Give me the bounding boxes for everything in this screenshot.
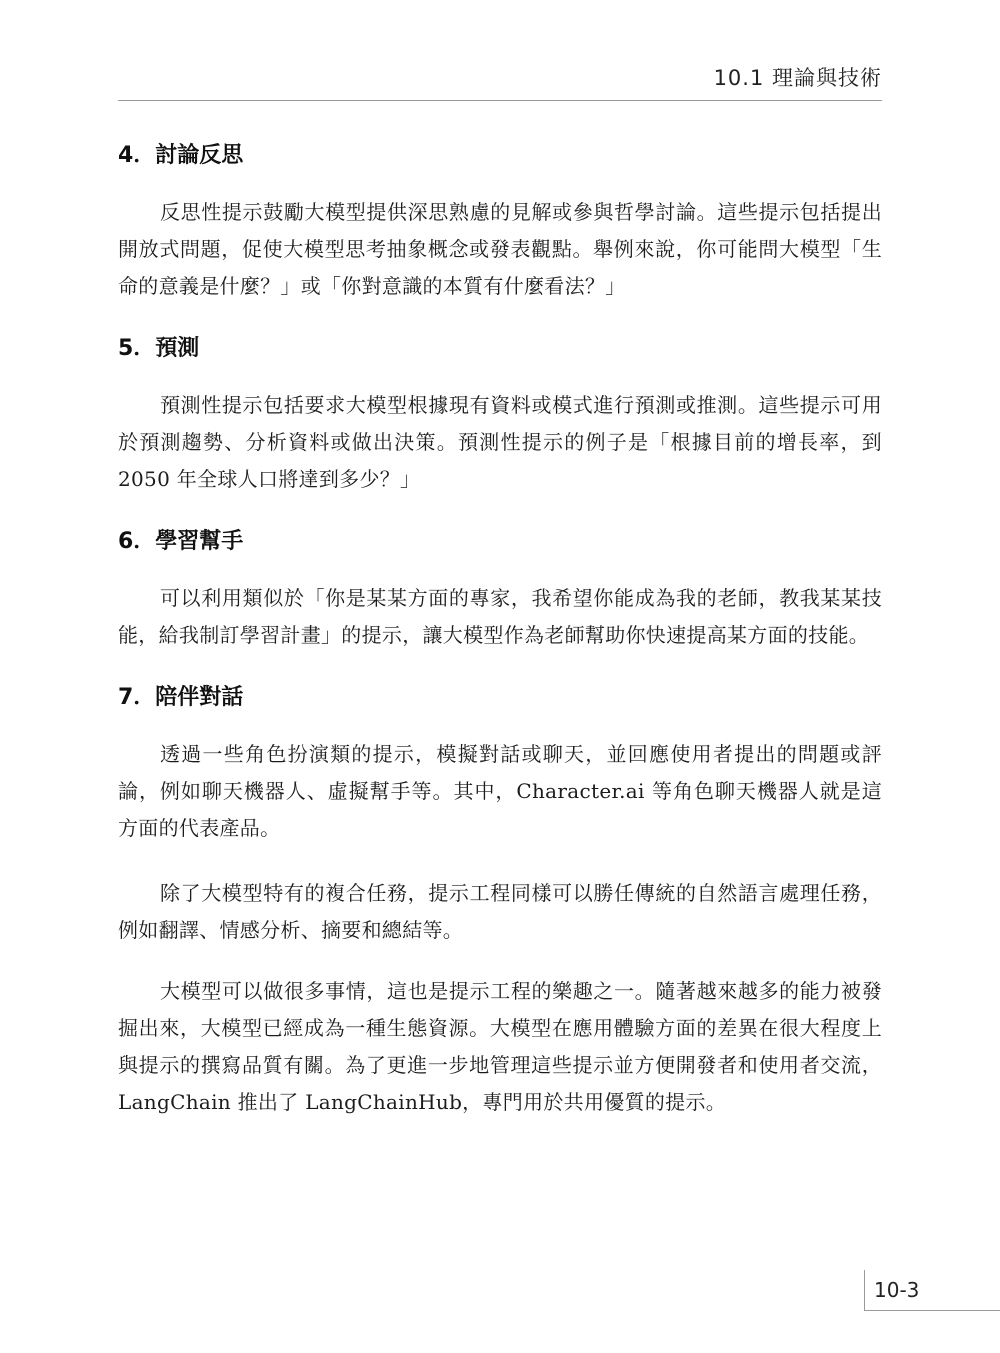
section-learning-helper: [118, 526, 882, 654]
section-discussion-reflection: [118, 140, 882, 305]
section-paragraph: 透過一些角色扮演類的提示，模擬對話或聊天，並回應使用者提出的問題或評論，例如聊天機器人、虛擬幫手等。其中，Character.ai 等角色聊天機器人就是這方面的代表產品。: [118, 742, 882, 840]
footer-divider-vertical: [864, 1270, 865, 1310]
section-heading: 7．陪伴對話: [118, 685, 244, 710]
section-companion-dialogue: [118, 682, 882, 847]
running-header: 10.1 理論與技術: [713, 66, 882, 90]
section-prediction: [118, 333, 882, 498]
section-paragraph: 反思性提示鼓勵大模型提供深思熟慮的見解或參與哲學討論。這些提示包括提出開放式問題，促使大模型思考抽象概念或發表觀點。舉例來說，你可能問大模型「生命的意義是什麼？」或「你對意識的本質有什麼看法？」: [118, 200, 882, 298]
page-number: 10-3: [874, 1278, 920, 1302]
section-heading: 6．學習幫手: [118, 529, 244, 554]
closing-paragraph: 大模型可以做很多事情，這也是提示工程的樂趣之一。隨著越來越多的能力被發掘出來，大模型已經成為一種生態資源。大模型在應用體驗方面的差異在很大程度上與提示的撰寫品質有關。為了更進一步地管理這些提示並方便開發者和使用者交流，LangChain 推出了 LangChainHub，專門用於共用優質的提示。: [118, 979, 882, 1114]
page-content: [118, 140, 882, 1121]
footer-divider-horizontal: [864, 1310, 1000, 1311]
section-paragraph: 預測性提示包括要求大模型根據現有資料或模式進行預測或推測。這些提示可用於預測趨勢、分析資料或做出決策。預測性提示的例子是「根據目前的增長率，到 2050 年全球人口將達到多少？」: [118, 393, 882, 491]
header-divider: [118, 100, 882, 101]
closing-paragraph: 除了大模型特有的複合任務，提示工程同樣可以勝任傳統的自然語言處理任務，例如翻譯、情感分析、摘要和總結等。: [118, 881, 882, 942]
section-heading: 4．討論反思: [118, 143, 244, 168]
section-heading: 5．預測: [118, 336, 200, 361]
section-paragraph: 可以利用類似於「你是某某方面的專家，我希望你能成為我的老師，教我某某技能，給我制訂學習計畫」的提示，讓大模型作為老師幫助你快速提高某方面的技能。: [118, 586, 882, 647]
